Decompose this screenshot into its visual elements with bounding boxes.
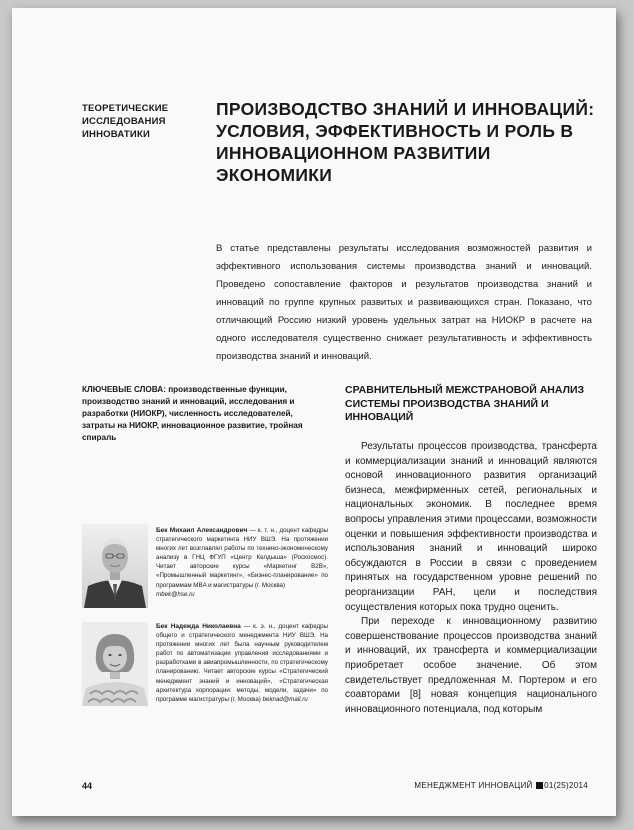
author-photo-man [82,524,148,608]
section-heading: СРАВНИТЕЛЬНЫЙ МЕЖСТРАНОВОЙ АНАЛИЗ СИСТЕМЫ ПРОИЗВОДСТВА ЗНАНИЙ И ИННОВАЦИЙ [345,384,585,423]
author-email[interactable]: beknad@mail.ru [262,695,308,703]
article-title: ПРОИЗВОДСТВО ЗНАНИЙ И ИННОВАЦИЙ: УСЛОВИЯ, ЭФФЕКТИВНОСТЬ И РОЛЬ В ИННОВАЦИОННОМ РАЗВИТИИ ЭКОНОМИКИ [216,99,595,185]
keywords: КЛЮЧЕВЫЕ СЛОВА: производственные функции, производство знаний и инноваций, исследования и разработки (НИОКР), численность исследователей, затраты на НИОКР, инновационное развитие, тройная спираль [82,385,303,442]
body-paragraph: При переходе к инновационному развитию совершенствование процессов производства знаний и инноваций, их трансферта и коммерциализации приобретает особое значение. Об этом свидетельствует предложенная М. Портером и его соавторами [8] новая концепция национального инновационного потенциала, под которым [345,616,597,715]
article-abstract: В статье представлены результаты исследования возможностей развития и эффективного использования системы производства знаний и инноваций. Проведено сопоставление факторов и результатов производства знаний и инноваций по группе крупных развитых и развивающихся стран. Показано, что отличающий Россию низкий уровень удельных затрат на НИОКР в расчете на одного исследователя существенно снижает результативность и эффективность производства знаний и инноваций. [216,243,592,362]
author-bio [156,622,328,704]
journal-issue: 01(25)2014 [544,781,588,790]
author-name: Бек Надежда Николаевна [156,623,241,630]
journal-name: МЕНЕДЖМЕНТ ИННОВАЦИЙ [414,781,533,790]
rubric-line: ТЕОРЕТИЧЕСКИЕ [82,103,169,114]
page-number: 44 [82,781,93,791]
rubric-line: ИННОВАТИКИ [82,129,150,140]
section-rubric [82,102,197,141]
author-bio-text: — к. т. н., доцент кафедры стратегического маркетинга НИУ ВШЭ. На протяжении многих лет возглавлял работы по технико-экономическому анализу в ГНЦ ФГУП «Центр Келдыша» (Роскосмос). Читает авторские курсы «Маркетинг B2B», «Промышленный маркетинг», «Бизнес-планирование» по программам MBA и магистратуры (г. Москва) [156,527,328,589]
journal-page [12,8,616,816]
square-icon [536,782,543,789]
rubric-line: ИССЛЕДОВАНИЯ [82,116,166,127]
body-paragraph: Результаты процессов производства, трансферта и коммерциализации знаний и инноваций являются основой инновационного развития организаций бизнеса, межфирменных сетей, региональных и национальных экономик. В последнее время вопросы управления этими процессами, возможности оценки и повышения эффективности производства и использования знаний и инноваций широко обсуждаются в России в связи с проведением принятых на государственном уровне решений по реорганизации РАН, цели и последствия осуществления которых пока трудно оценить. [345,441,597,613]
author-bio [156,526,328,599]
article-body [345,440,597,717]
author-photo-woman [82,622,148,706]
author-bio-text: — к. э. н., доцент кафедры общего и стратегического менеджмента НИУ ВШЭ. На протяжении многих лет была научным руководителем работ по автоматизации управления исследованиями и разработками в авиапромышленности, по стратегическому планированию. Читает авторские курсы «Стратегический менеджмент знаний и инноваций», «Стратегическая архитектура корпорации: методы, модели, задачи» по программе магистратуры (г. Москва) [156,623,329,703]
author-name: Бек Михаил Александрович [156,527,248,534]
journal-footer [414,781,588,790]
author-email[interactable]: mbek@hse.ru [156,590,195,598]
